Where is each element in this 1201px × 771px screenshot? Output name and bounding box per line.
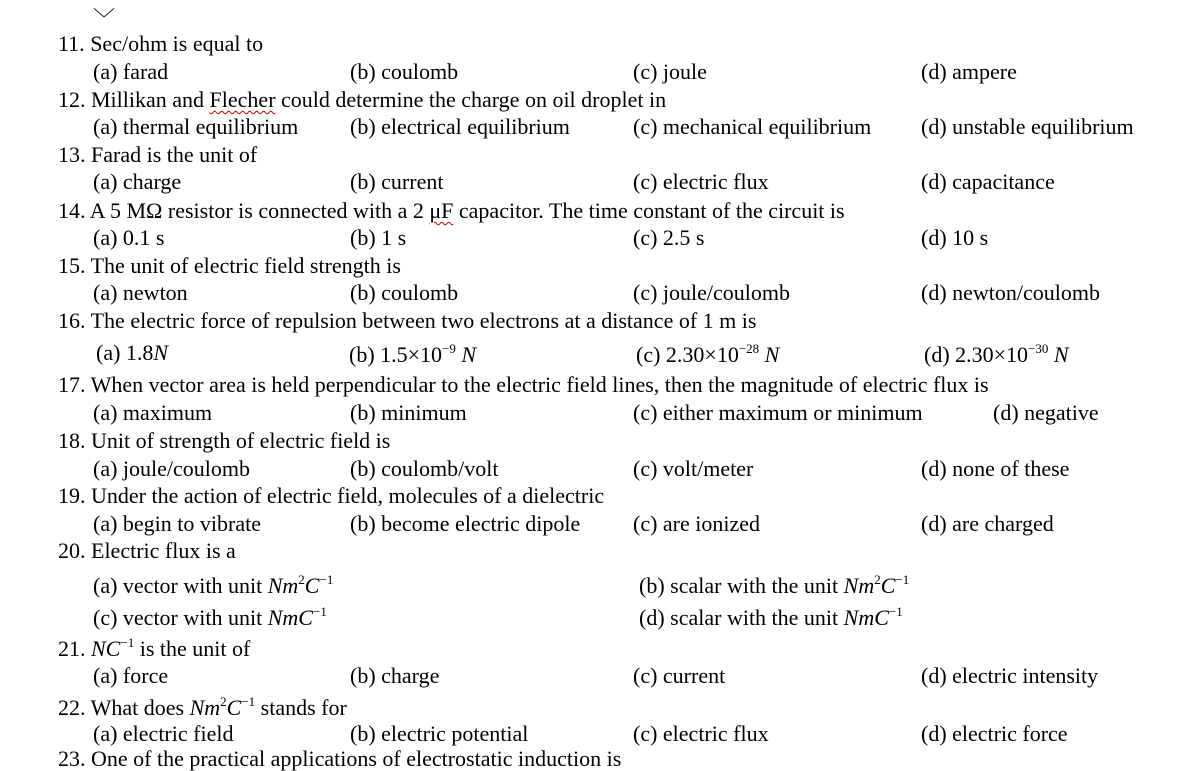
question-19: 19. Under the action of electric field, molecules of a dielectric [58,483,605,508]
option-22b: (b) electric potential [350,721,529,746]
question-13: 13. Farad is the unit of [58,142,258,167]
option-18c: (c) volt/meter [633,456,754,481]
question-20: 20. Electric flux is a [58,538,236,563]
option-19a: (a) begin to vibrate [93,511,261,536]
option-22a: (a) electric field [93,721,234,746]
question-23-partial: 23. One of the practical applications of electrostatic induction is [58,746,622,771]
option-13a: (a) charge [93,169,182,194]
option-11b: (b) coulomb [350,59,459,84]
option-14a: (a) 0.1 s [93,225,165,250]
option-15d: (d) newton/coulomb [921,280,1101,305]
option-20a: (a) vector with unit $Nm^2C^{-1}$ [93,572,334,598]
spellcheck-mark: μF [429,198,454,223]
question-12: 12. Millikan and Flecher could determine the charge on oil droplet in [58,87,667,112]
option-18d: (d) none of these [921,456,1070,481]
question-22: 22. What does $Nm^2C^{-1}$ stands for [58,694,347,720]
option-14c: (c) 2.5 s [633,225,705,250]
option-19d: (d) are charged [921,511,1054,536]
option-13b: (b) current [350,169,444,194]
option-17a: (a) maximum [93,400,213,425]
option-22c: (c) electric flux [633,721,769,746]
option-21d: (d) electric intensity [921,663,1099,688]
question-11: 11. Sec/ohm is equal to [58,31,264,56]
previous-options-fragment: ﹀ [93,7,116,32]
option-20c: (c) vector with unit NmC$^{-1}$ [93,604,327,630]
option-18b: (b) coulomb/volt [350,456,499,481]
option-20b: (b) scalar with the unit $Nm^2C^{-1}$ [639,572,910,598]
option-19b: (b) become electric dipole [350,511,581,536]
question-14: 14. A 5 MΩ resistor is connected with a 2 μF capacitor. The time constant of the circuit is [58,198,845,223]
option-17b: (b) minimum [350,400,467,425]
option-17d: (d) negative [993,400,1099,425]
option-18a: (a) joule/coulomb [93,456,251,481]
option-17c: (c) either maximum or minimum [633,400,923,425]
option-12c: (c) mechanical equilibrium [633,114,872,139]
question-17: 17. When vector area is held perpendicular to the electric field lines, then the magnitude of electric flux is [58,372,989,397]
question-16: 16. The electric force of repulsion between two electrons at a distance of 1 m is [58,308,757,333]
question-15: 15. The unit of electric field strength is [58,253,401,278]
option-15b: (b) coulomb [350,280,459,305]
option-16b: (b) $1.5\times 10^{-9}$ N [349,341,477,367]
option-16c: (c) $2.30\times 10^{-28}$ N [636,341,780,367]
question-18: 18. Unit of strength of electric field is [58,428,391,453]
option-12d: (d) unstable equilibrium [921,114,1134,139]
option-21b: (b) charge [350,663,440,688]
option-16d: (d) $2.30\times 10^{-30}$ N [924,341,1069,367]
option-20d: (d) scalar with the unit NmC$^{-1}$ [639,604,903,630]
option-11a: (a) farad [93,59,169,84]
option-13d: (d) capacitance [921,169,1055,194]
option-21c: (c) current [633,663,726,688]
option-16a: (a) 1.8N [96,340,169,365]
option-22d: (d) electric force [921,721,1068,746]
option-13c: (c) electric flux [633,169,769,194]
option-12b: (b) electrical equilibrium [350,114,570,139]
option-14d: (d) 10 s [921,225,989,250]
option-15a: (a) newton [93,280,188,305]
option-14b: (b) 1 s [350,225,407,250]
option-11d: (d) ampere [921,59,1017,84]
option-19c: (c) are ionized [633,511,761,536]
option-21a: (a) force [93,663,169,688]
option-15c: (c) joule/coulomb [633,280,791,305]
spellcheck-mark: Flecher [209,87,276,112]
option-11c: (c) joule [633,59,707,84]
option-12a: (a) thermal equilibrium [93,114,299,139]
question-21: 21. $NC^{-1}$ is the unit of [58,635,251,661]
